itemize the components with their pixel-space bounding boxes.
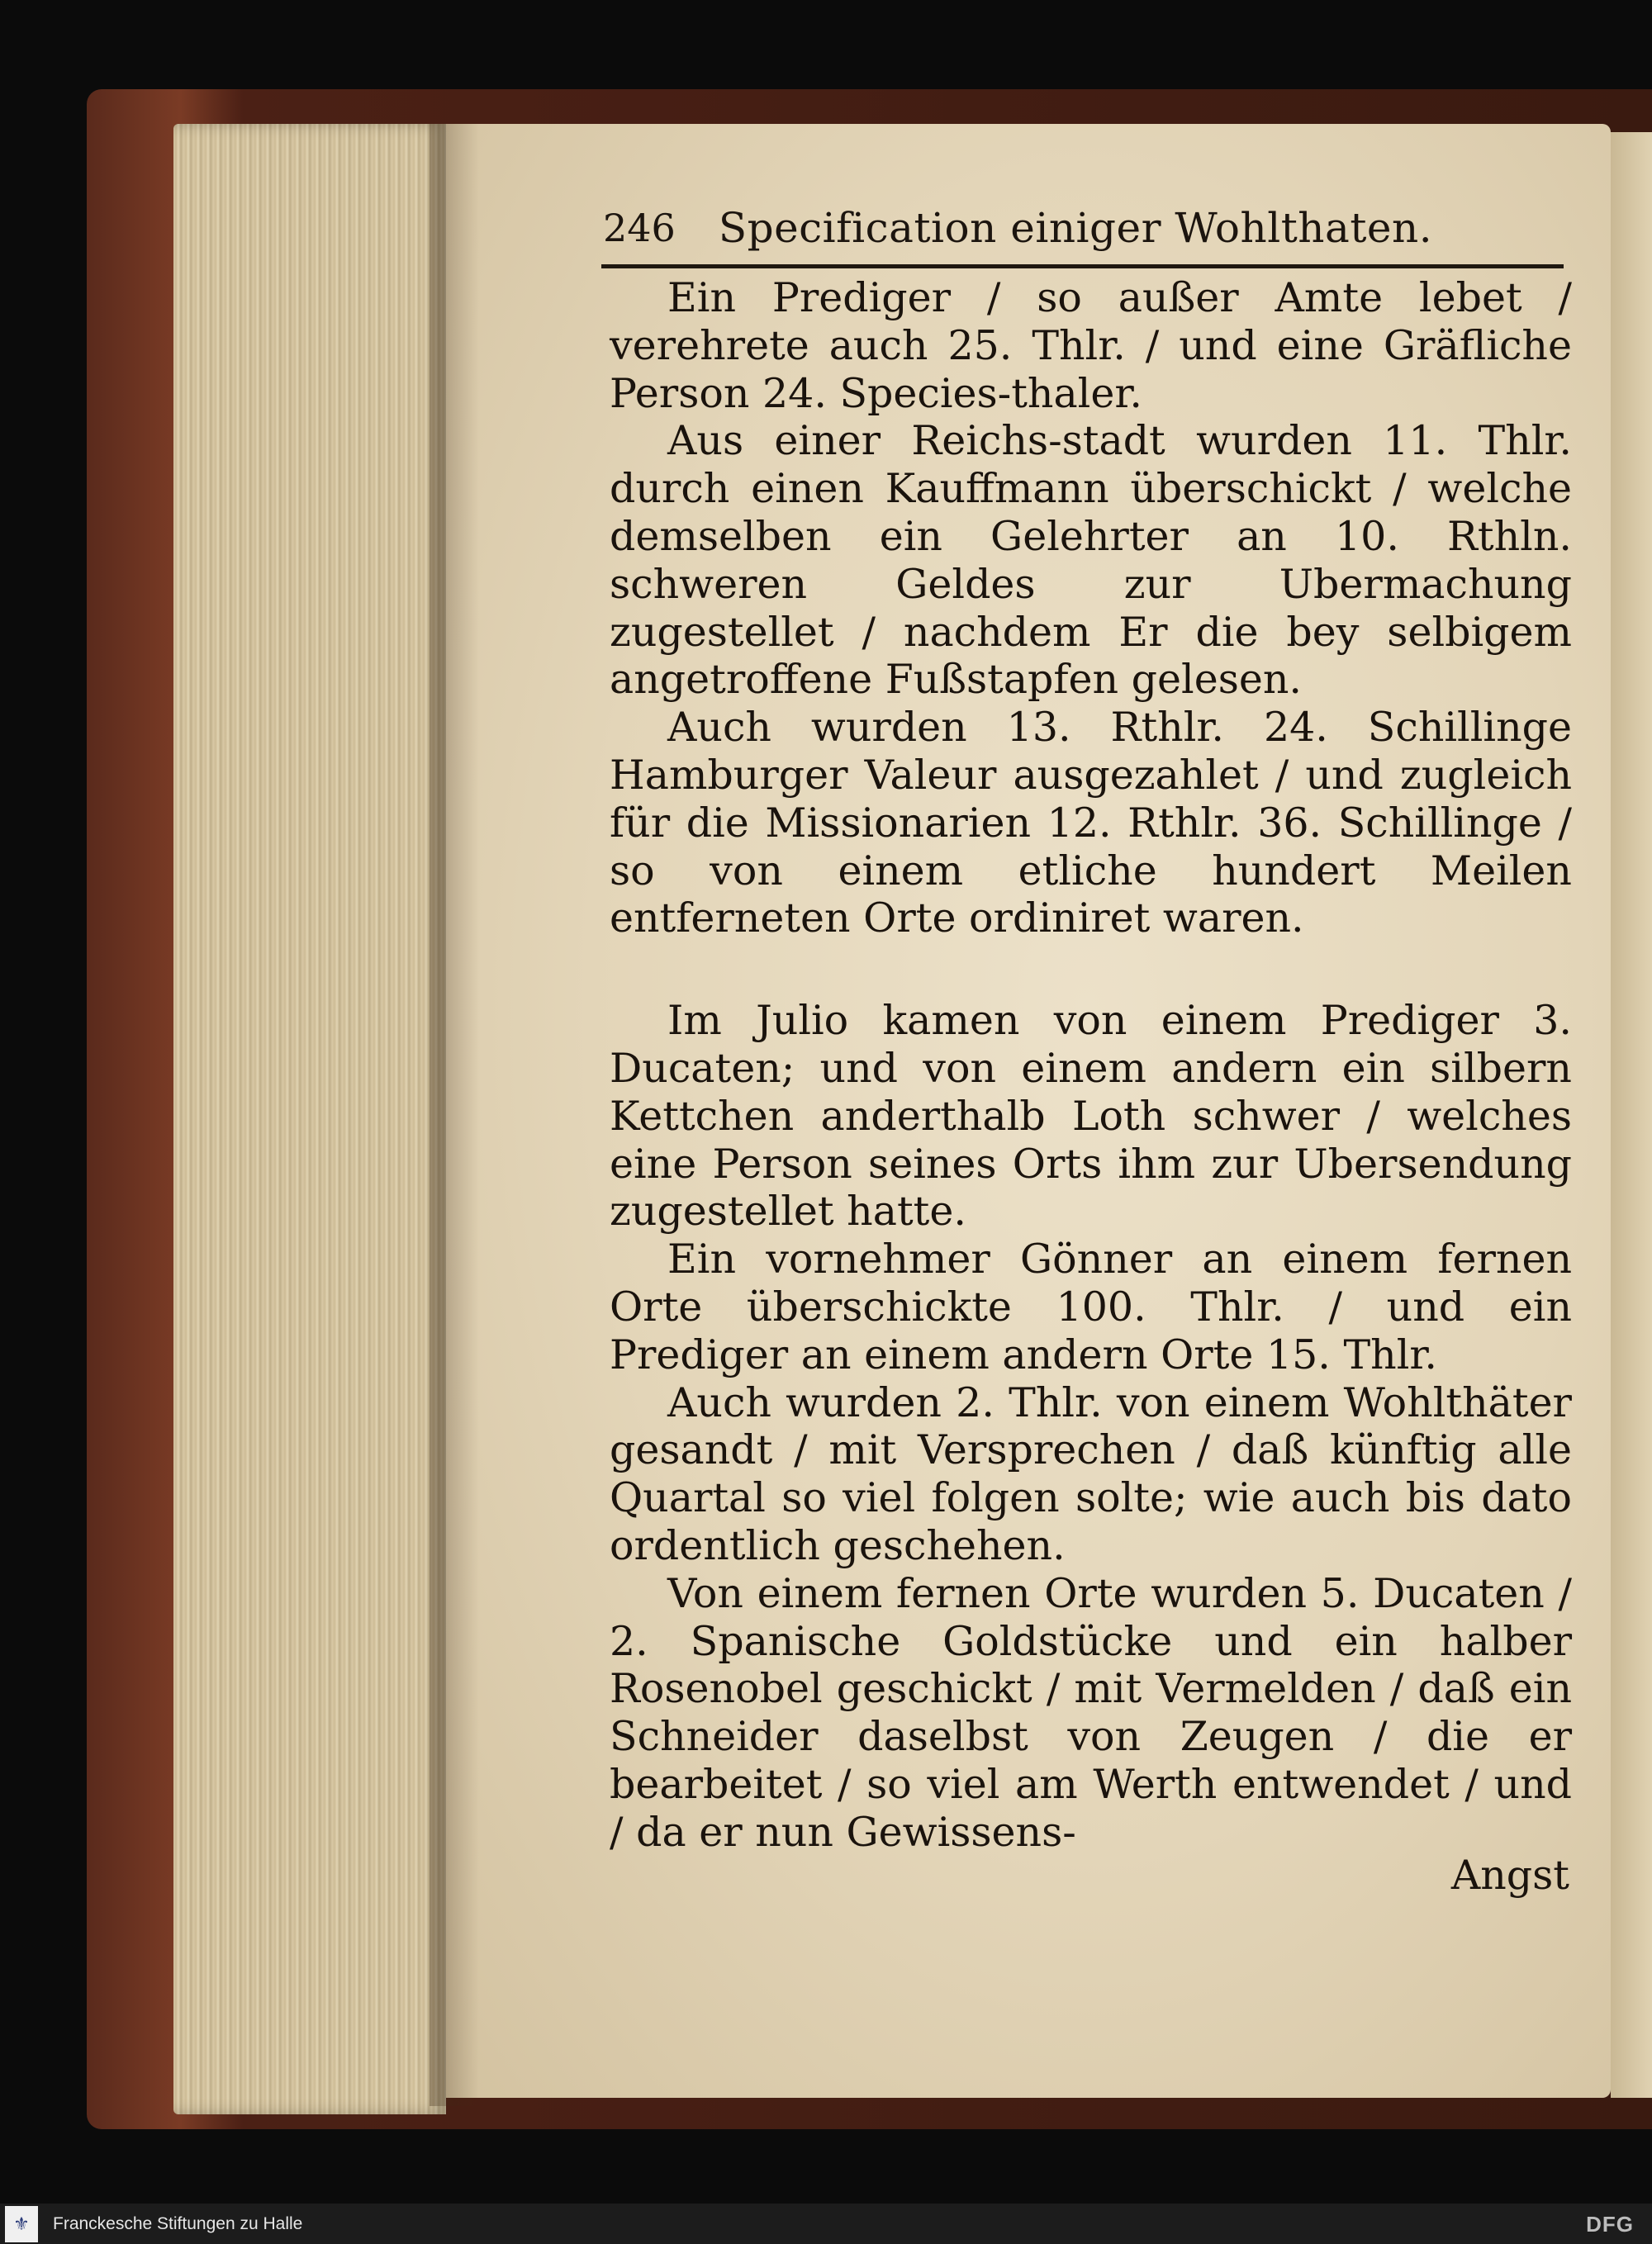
page-body <box>610 274 1572 1893</box>
paragraph: Auch wurden 2. Thlr. von einem Wohlthäter gesandt / mit Versprechen / daß künftig alle Quartal so viel folgen solte; wie auch bis dato ordentlich geschehen. <box>610 1378 1572 1569</box>
paragraph: Aus einer Reichs-stadt wurden 11. Thlr. durch einen Kauffmann überschickt / welche demselben ein Gelehrter an 10. Rthln. schweren Geldes zur Ubermachung zugestellet / nachdem Er die bey selbigem angetroffene Fußstapfen gelesen. <box>610 417 1572 704</box>
paragraph: Auch wurden 13. Rthlr. 24. Schillinge Hamburger Valeur ausgezahlet / und zugleich für die Missionarien 12. Rthlr. 36. Schillinge / so von einem etliche hundert Meilen entferneten Orte ordiniret waren. <box>610 704 1572 942</box>
paragraph: Ein Prediger / so außer Amte lebet / verehrete auch 25. Thlr. / und eine Gräfliche Person 24. Species-thaler. <box>610 274 1572 417</box>
page-header <box>603 195 1561 261</box>
page-number: 246 <box>603 206 676 250</box>
section-gap <box>610 942 1572 997</box>
page-edges <box>173 124 446 2114</box>
facing-page-edge <box>1611 132 1652 2098</box>
header-rule <box>601 264 1564 268</box>
running-head: Specification einiger Wohlthaten. <box>718 204 1433 252</box>
dfg-logo: DFG <box>1586 2212 1634 2237</box>
institution-logo-icon: ⚜ <box>5 2206 38 2242</box>
gutter-shadow <box>430 124 479 2106</box>
institution-name: Franckesche Stiftungen zu Halle <box>53 2213 303 2233</box>
paragraph: Ein vornehmer Gönner an einem fernen Orte überschickte 100. Thlr. / und ein Prediger an einem andern Orte 15. Thlr. <box>610 1236 1572 1378</box>
paragraph: Im Julio kamen von einem Prediger 3. Ducaten; und von einem andern ein silbern Kettchen anderthalb Loth schwer / welches eine Person seines Orts ihm zur Ubersendung zugestellet hatte. <box>610 997 1572 1236</box>
paragraph: Von einem fernen Orte wurden 5. Ducaten / 2. Spanische Goldstücke und ein halber Rosenobel geschickt / mit Vermelden / daß ein Schneider daselbst von Zeugen / die er bearbeitet / so viel am Werth entwendet / und / da er nun Gewissens- <box>610 1569 1572 1856</box>
viewer-footer <box>0 2204 1652 2244</box>
catchword: Angst <box>1450 1852 1569 1899</box>
